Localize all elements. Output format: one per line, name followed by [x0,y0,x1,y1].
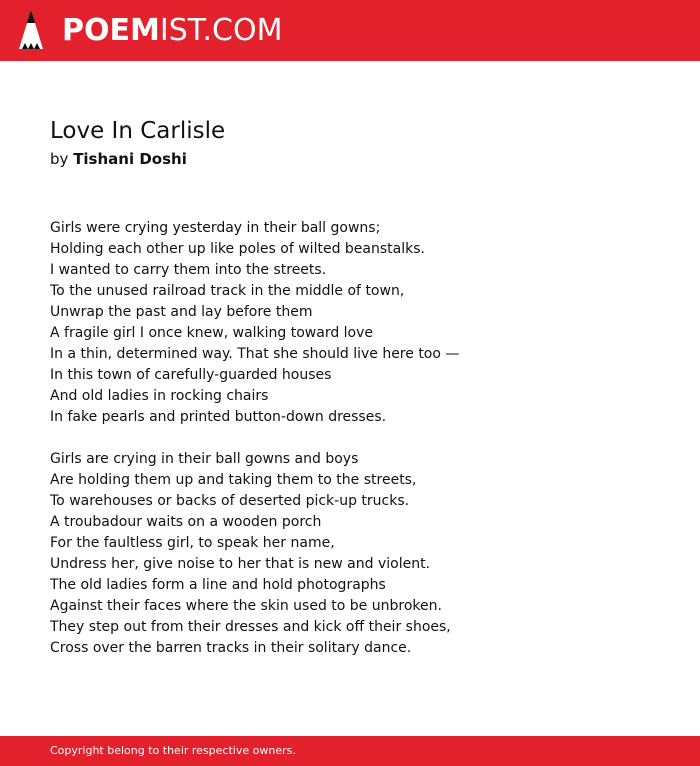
poem-line: Unwrap the past and lay before them [50,304,313,320]
poem-line: In fake pearls and printed button-down dresses. [50,409,387,425]
poem-line: They step out from their dresses and kick off their shoes, [50,619,451,635]
poem-line: To the unused railroad track in the middle of town, [50,283,405,299]
site-logo[interactable] [62,11,282,51]
pencil-icon [18,9,44,51]
author-name: Tishani Doshi [73,150,187,168]
site-header [0,0,700,61]
poem-title: Love In Carlisle [50,118,226,144]
poem-line: The old ladies form a line and hold photographs [50,577,386,593]
copyright-text: Copyright belong to their respective owners. [50,744,296,757]
poem-stanza [50,218,459,428]
poem-stanza [50,449,459,659]
byline [50,148,187,170]
poem-line: In a thin, determined way. That she should live here too — [50,346,460,362]
poem-line: A fragile girl I once knew, walking toward love [50,325,374,341]
poem-line: Holding each other up like poles of wilted beanstalks. [50,241,425,257]
poem-line: A troubadour waits on a wooden porch [50,514,322,530]
poem-line: And old ladies in rocking chairs [50,388,269,404]
poem-line: Are holding them up and taking them to the streets, [50,472,417,488]
poem-line: I wanted to carry them into the streets. [50,262,327,278]
logo-light-text: IST.COM [159,13,283,48]
poem-line: Girls were crying yesterday in their ball gowns; [50,220,381,236]
poem-line: For the faultless girl, to speak her name, [50,535,335,551]
by-label: by [50,150,69,168]
poem-line: To warehouses or backs of deserted pick-up trucks. [50,493,410,509]
site-footer [0,736,700,766]
poem-body [50,218,459,680]
poem-line: In this town of carefully-guarded houses [50,367,332,383]
poem-line: Against their faces where the skin used to be unbroken. [50,598,442,614]
poem-line: Girls are crying in their ball gowns and boys [50,451,359,467]
poem-line: Undress her, give noise to her that is new and violent. [50,556,431,572]
logo-bold-text: POEM [62,13,160,48]
poem-line: Cross over the barren tracks in their solitary dance. [50,640,412,656]
